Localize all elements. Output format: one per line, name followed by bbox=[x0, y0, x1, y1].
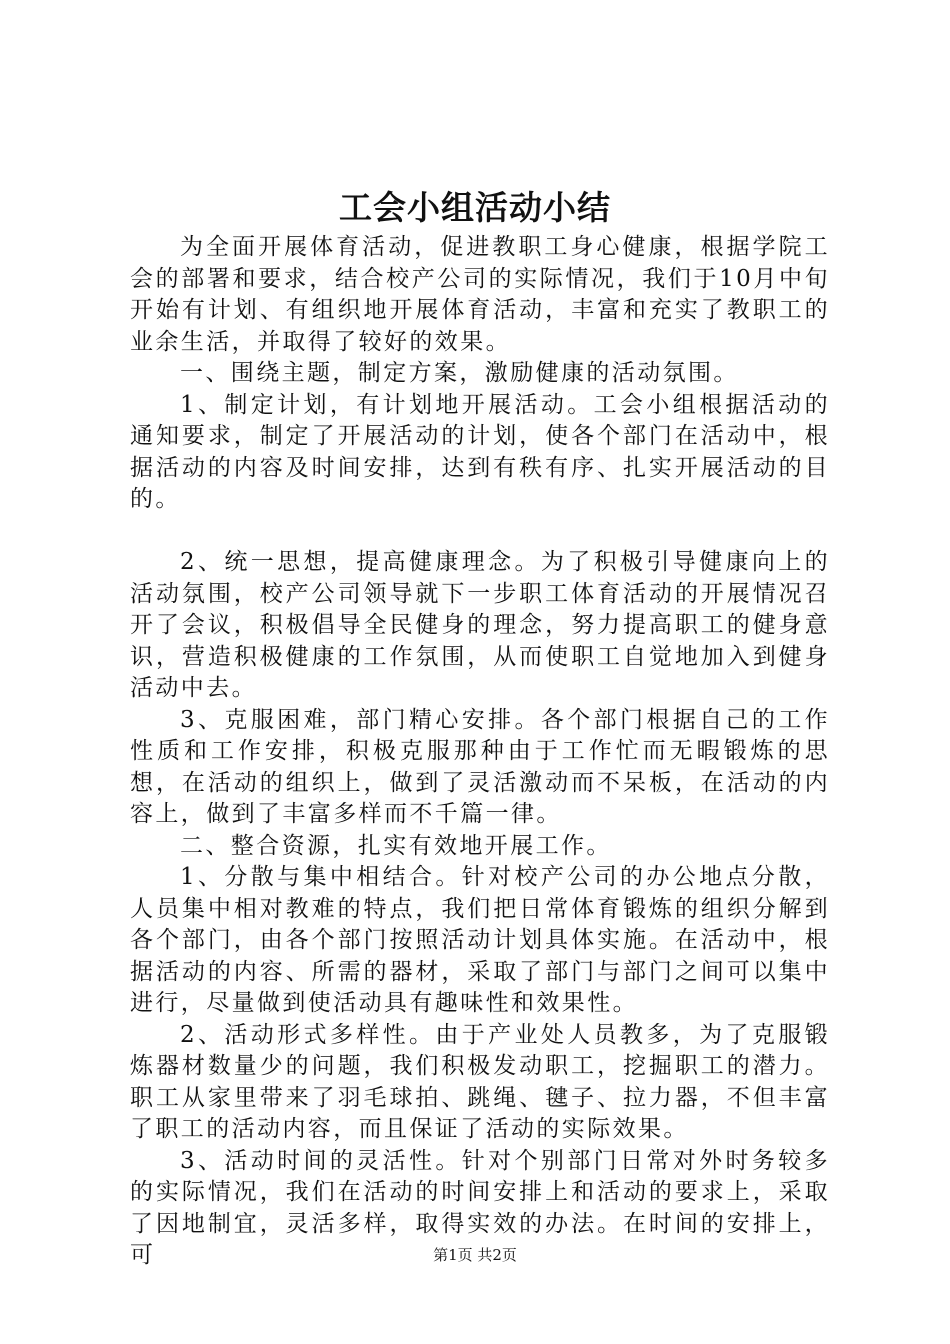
paragraph-2-3: 3、活动时间的灵活性。针对个别部门日常对外时务较多的实际情况，我们在活动的时间安排上和活动的要求上，采取了因地制宜，灵活多样，取得实效的办法。在时间的安排上，可 bbox=[130, 1147, 830, 1268]
paragraph-2-2: 2、活动形式多样性。由于产业处人员教多，为了克服锻炼器材数量少的问题，我们积极发动职工，挖掘职工的潜力。职工从家里带来了羽毛球拍、跳绳、毽子、拉力器，不但丰富了职工的活动内容，而且保证了活动的实际效果。 bbox=[130, 1021, 830, 1142]
intro-paragraph: 为全面开展体育活动，促进教职工身心健康，根据学院工会的部署和要求，结合校产公司的实际情况，我们于10月中旬开始有计划、有组织地开展体育活动，丰富和充实了教职工的业余生活，并取得了较好的效果。 bbox=[130, 234, 830, 355]
paragraph-2-1: 1、分散与集中相结合。针对校产公司的办公地点分散，人员集中相对教难的特点，我们把日常体育锻炼的组织分解到各个部门，由各个部门按照活动计划具体实施。在活动中，根据活动的内容、所需的器材，采取了部门与部门之间可以集中进行，尽量做到使活动具有趣味性和效果性。 bbox=[130, 864, 830, 1016]
paragraph-1-1: 1、制定计划，有计划地开展活动。工会小组根据活动的通知要求，制定了开展活动的计划，使各个部门在活动中，根据活动的内容及时间安排，达到有秩有序、扎实开展活动的目的。 bbox=[130, 391, 830, 512]
document-body bbox=[130, 232, 830, 1272]
section-heading-2: 二、整合资源，扎实有效地开展工作。 bbox=[180, 832, 612, 859]
page-footer: 第1页 共2页 bbox=[433, 1246, 517, 1264]
section-heading-1: 一、围绕主题，制定方案，激励健康的活动氛围。 bbox=[180, 360, 739, 386]
paragraph-1-3: 3、克服困难，部门精心安排。各个部门根据自己的工作性质和工作安排，积极克服那种由于工作忙而无暇锻炼的思想，在活动的组织上，做到了灵活激动而不呆板，在活动的内容上，做到了丰富多样而不千篇一律。 bbox=[130, 706, 830, 827]
document-title: 工会小组活动小结 bbox=[339, 188, 611, 227]
paragraph-1-2: 2、统一思想，提高健康理念。为了积极引导健康向上的活动氛围，校产公司领导就下一步职工体育活动的开展情况召开了会议，积极倡导全民健身的理念，努力提高职工的健身意识，营造积极健康的工作氛围，从而使职工自觉地加入到健身活动中去。 bbox=[130, 549, 830, 701]
